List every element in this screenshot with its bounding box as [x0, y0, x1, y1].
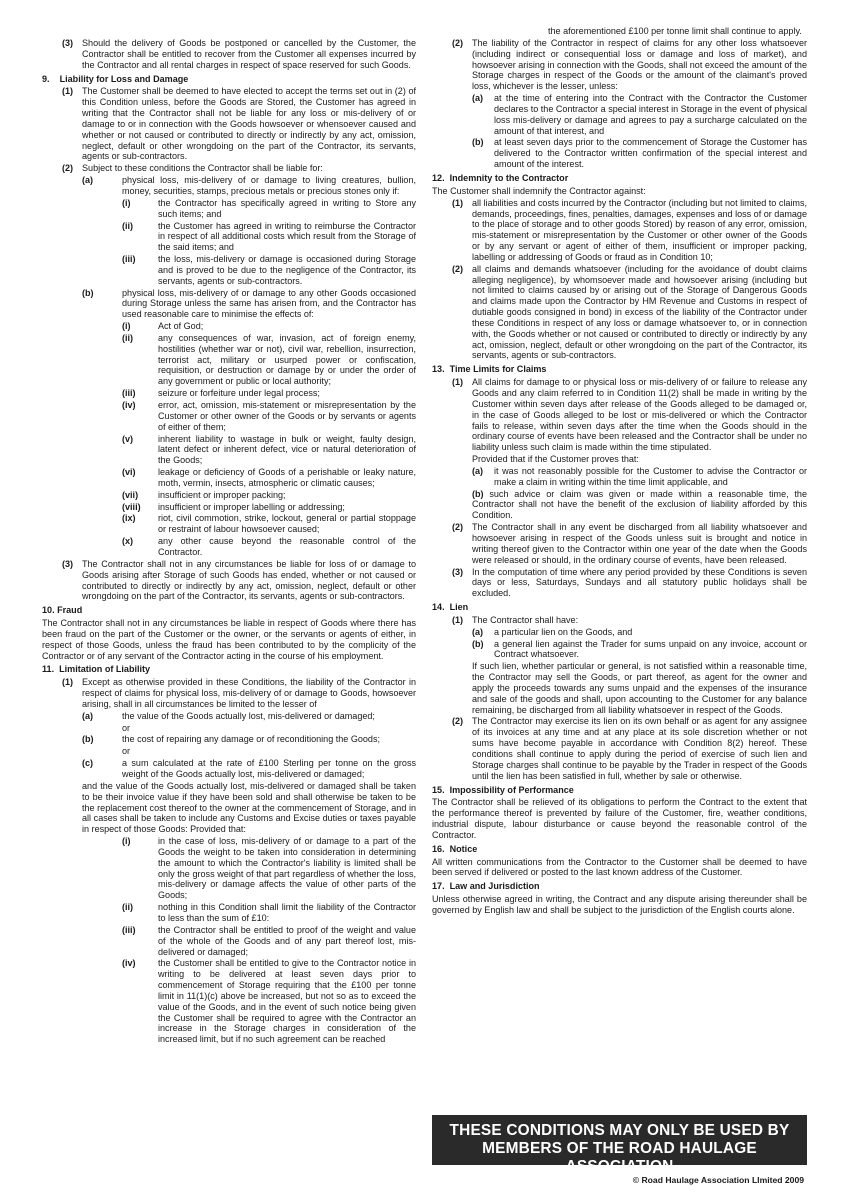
list-item — [122, 400, 416, 433]
clause-label: (b) — [82, 734, 94, 745]
clause-text: all claims and demands whatsoever (including for the avoidance of doubt claims alleging negligence), by whomsoever made and howsoever arising (including but not limited to claims caused by or arising out of the Storage of Dangerous Goods and claims made upon the Contractor by HM Revenue and Customs in respect of dutiable goods consigned in bond) in excess of the liability of the Contractor under these Conditions in respect of any loss or damage whatsoever to, or in connection with, the Goods whether or not caused or contributed to directly or indirectly by any act, omission, neglect, default or other wrongdoing on the part of the Contractor, its servants, agents or sub-contractors. — [472, 263, 807, 361]
clause-text: any consequences of war, invasion, act of foreign enemy, hostilities (whether war or not), civil war, rebellion, insurrection, terrorist act, military or usurped power or confiscation, requisition, or destruction or damage by or under the order of any government or public or local authority; — [158, 332, 416, 387]
clause-label: (i) — [122, 197, 131, 208]
proviso-item — [122, 836, 416, 901]
clause-text: it was not reasonably possible for the Customer to advise the Contractor or make a claim in writing within the time limit applicable, and — [494, 465, 807, 487]
clause-9-2-a-iii — [122, 254, 416, 287]
clause-9-2-a-i — [122, 198, 416, 220]
clause-text: at least seven days prior to the commencement of Storage the Customer has delivered to the Contractor written confirmation of the special interest and amount of the interest. — [494, 137, 807, 170]
clause-text: inherent liability to wastage in bulk or weight, faulty design, latent defect or inherent defect, vice or natural deterioration of the Goods; — [158, 433, 416, 466]
clause-label: (a) — [472, 626, 484, 637]
clause-9-2-b — [82, 288, 416, 321]
clause-label: (b) — [472, 137, 484, 148]
clause-14-1-a — [472, 627, 807, 638]
heading-12: 12. Indemnity to the Contractor — [432, 172, 569, 183]
clause-label: (iii) — [122, 924, 136, 935]
clause-11-1-c — [82, 758, 416, 780]
clause-text: The Contractor shall not in any circumstances be liable for loss of or damage to Goods arising after Storage of such Goods has ended, whether or not caused or contributed to directly or indirectly by any act, omission, neglect, default or other wrongdoing on the part of the Contractor, its servants, agents or sub-contractors. — [82, 558, 416, 602]
notice-line-2: MEMBERS OF THE ROAD HAULAGE ASSOCIATION — [482, 1140, 757, 1175]
clause-label: (1) — [452, 197, 464, 208]
clause-label: (2) — [452, 263, 464, 274]
clause-text: such advice or claim was given or made within a reasonable time, the Contractor shall not have the benefit of the exclusion of liability afforded by this Condition. — [472, 488, 808, 521]
clause-11-1-b — [82, 734, 416, 745]
clause-label: (viii) — [122, 501, 141, 512]
list-item — [122, 434, 416, 467]
clause-11-continuation: the aforementioned £100 per tonne limit shall continue to apply. — [548, 26, 802, 36]
clause-label: (x) — [122, 536, 134, 547]
clause-label: (ii) — [122, 332, 134, 343]
clause-14-1 — [432, 615, 807, 626]
clause-text: Act of God; — [158, 321, 204, 332]
heading-9: 9. Liability for Loss and Damage — [42, 73, 189, 84]
paragraph-17: Unless otherwise agreed in writing, the Contract and any dispute arising thereunder shall be governed by English law and shall be subject to the jurisdiction of the English courts alone. — [432, 894, 807, 915]
clause-text: Subject to these conditions the Contractor shall be liable for: — [82, 163, 323, 174]
heading-10: 10. Fraud — [42, 605, 83, 616]
clause-label: (b) — [472, 488, 484, 499]
clause-9-2-a — [82, 175, 416, 197]
clause-label: (a) — [472, 93, 484, 104]
clause-label: (1) — [452, 614, 464, 625]
clause-label: (v) — [122, 433, 134, 444]
clause-text: the Contractor has specifically agreed in writing to Store any such items; and — [158, 197, 416, 219]
clause-14-1-continuation: If such lien, whether particular or general, is not satisfied within a reasonable time, the Contractor may sell the Goods, or part thereof, as agent for the owner and apply the proceeds towards any sums unpaid and the expenses of the insurance and sale of the goods and shall, upon accounting to the Customer for any balance remaining, be discharged from all liability whatsoever in respect of the Goods. — [472, 661, 807, 715]
clause-label: (2) — [62, 163, 74, 174]
clause-label: (c) — [82, 758, 94, 769]
clause-label: (a) — [82, 710, 94, 721]
or-text: or — [122, 746, 131, 757]
clause-label: (iii) — [122, 388, 136, 399]
left-column — [42, 38, 416, 1046]
list-item — [122, 321, 416, 332]
list-item — [122, 490, 416, 501]
clause-label: (ii) — [122, 220, 134, 231]
clause-label: (b) — [472, 638, 484, 649]
clause-11-2-b — [472, 137, 807, 170]
clause-13-1-a — [472, 466, 807, 488]
clause-14-1-b — [472, 639, 807, 661]
clause-label: (a) — [472, 465, 484, 476]
right-column — [432, 26, 807, 917]
heading-15: 15. Impossibility of Performance — [432, 784, 574, 795]
clause-text: any other cause beyond the reasonable control of the Contractor. — [158, 536, 416, 557]
clause-text: seizure or forfeiture under legal process; — [158, 388, 320, 399]
clause-text: a general lien against the Trader for sums unpaid on any invoice, account or Contract whatsoever. — [494, 638, 807, 660]
clause-text: The Customer shall be deemed to have elected to accept the terms set out in (2) of this Condition unless, before the Goods are Stored, the Customer has agreed in writing that the Contractor shall not be liable for any loss or mis-delivery of or damage to or in connection with the Goods howsoever or whensoever caused and whether or not caused or contributed to directly or indirectly by any act, omission, neglect, default or other wrongdoing on the part of the Contractor, its servants, agents or sub-contractors. — [82, 86, 416, 162]
copyright-notice: © Road Haulage Association LImited 2009 — [632, 1175, 804, 1185]
clause-text: the loss, mis-delivery or damage is occasioned during Storage and is proved to be due to the negligence of the Contractor, its servants, agents or sub-contractors. — [158, 254, 416, 286]
clause-text: All claims for damage to or physical loss or mis-delivery of or failure to release any Goods and any claim referred to in Condition 11(2) shall be made in writing by the Customer within seven days after release of the Goods alleged to be damaged or, in the case of Goods alleged to be lost or mis-delivered or which the Contractor fails to release, within seven days after the time when the Goods should in the ordinary course of events have been released and the Contractor shall be under no liability unless such claim is made within the time stipulated. — [472, 377, 807, 453]
clause-label: (i) — [122, 836, 131, 847]
clause-label: (iii) — [122, 254, 136, 265]
clause-13-1 — [432, 377, 807, 453]
clause-text: a particular lien on the Goods, and — [494, 626, 633, 637]
proviso-item — [122, 902, 416, 924]
list-item — [122, 388, 416, 399]
clause-label: (3) — [62, 558, 74, 569]
clause-text: insufficient or improper packing; — [158, 489, 286, 500]
clause-label: (iv) — [122, 400, 136, 410]
members-notice-box — [432, 1115, 807, 1175]
clause-text: physical loss, mis-delivery of or damage to living creatures, bullion, money, securities, stamps, precious metals or precious stones only if: — [122, 175, 416, 196]
paragraph-12: The Customer shall indemnify the Contractor against: — [432, 185, 646, 196]
clause-text: all liabilities and costs incurred by the Contractor (including but not limited to claims, demands, proceedings, fines, penalties, damages, expenses and loss of or damage to the place of storage and to other goods Stored) by reason of any error, omission, mis-statement or misrepresentation by the Customer or other owner of the Goods or by any servant or agent of either of them, insufficient or improper packing, labelling or addressing of Goods or fraud as in Condition 10; — [472, 197, 807, 262]
list-item — [122, 467, 416, 489]
clause-11-1-continuation: and the value of the Goods actually lost, mis-delivered or damaged shall be taken to be their invoice value if they have been sold and shall otherwise be taken to be the replacement cost thereof to the owner at the commencement of Storage, and in all cases shall be taken to include any Customs and Excise duties or taxes payable in respect of those Goods: Provided that: — [82, 780, 416, 835]
paragraph-15: The Contractor shall be relieved of its obligations to perform the Contract to the extent that the performance thereof is prevented by failure of the Customer, fire, weather conditions, industrial dispute, labour disturbance or cause beyond the reasonable control of the Contractor. — [432, 797, 807, 840]
clause-13-3 — [432, 567, 807, 600]
clause-label: (iv) — [122, 958, 136, 969]
clause-text: in the case of loss, mis-delivery of or damage to a part of the Goods the weight to be taken into consideration in determining the amount to which the Contractor's liability is limited shall be only the gross weight of that part regardless of whether the loss, mis-delivery or damage affects the value of other parts of the Goods; — [158, 836, 416, 901]
clause-label: (2) — [452, 37, 464, 48]
clause-text: leakage or deficiency of Goods of a perishable or leaky nature, moth, vermin, insects, atmospheric or climatic causes; — [158, 467, 416, 488]
list-item — [122, 513, 416, 535]
paragraph-10: The Contractor shall not in any circumstances be liable in respect of Goods where there has been fraud on the part of the Customer or the owner, or the servants or agents of either, in respect of those Goods, unless the fraud has been contributed to by the complicity of the Contractor or of any servant of the Contractor acting in the course of his employment. — [42, 618, 416, 661]
proviso-item — [122, 925, 416, 958]
clause-14-2 — [432, 716, 807, 781]
clause-text: Should the delivery of Goods be postponed or cancelled by the Customer, the Contractor shall be entitled to recover from the Customer all expenses incurred by the Contractor and all rental charges in respect of space reserved for such Goods. — [82, 38, 416, 70]
clause-9-2 — [42, 163, 416, 174]
clause-label: (b) — [82, 287, 94, 298]
proviso-text: Provided that if the Customer proves that: — [472, 454, 639, 465]
clause-label: (vii) — [122, 489, 139, 500]
clause-text: Except as otherwise provided in these Conditions, the liability of the Contractor in respect of claims for physical loss, mis-delivery of or damage to Goods, howsoever arising, shall in all circumstances be limited to the lesser of — [82, 677, 416, 709]
clause-13-2 — [432, 522, 807, 565]
clause-text: In the computation of time where any period provided by these Conditions is seven days or less, Saturdays, Sundays and all statutory public holidays shall be excluded. — [472, 566, 807, 599]
clause-label: (vi) — [122, 467, 136, 478]
clause-text: the Customer shall be entitled to give to the Contractor notice in writing to be delivered at least seven days prior to commencement of Storage requiring that the £100 per tonne limit in 11(1)(c) above be increased, but not so as to exceed the value of the Goods, and in the event of such notice being given the Customer shall be required to agree with the Contractor an increase in the Storage charges in consideration of the increased limit, but if no such agreement can be reached — [158, 958, 416, 1045]
or-text: or — [122, 722, 131, 733]
clause-label: (a) — [82, 175, 94, 186]
clause-text: the Customer has agreed in writing to reimburse the Contractor in respect of all additional costs which result from the Storage of the said items; and — [158, 220, 416, 253]
clause-9-1 — [42, 86, 416, 162]
proviso-item — [122, 958, 416, 1045]
list-item — [122, 536, 416, 558]
heading-11: 11. Limitation of Liability — [42, 664, 151, 675]
clause-text: riot, civil commotion, strike, lockout, general or partial stoppage or restraint of labour howsoever caused; — [158, 513, 416, 535]
heading-13: 13. Time Limits for Claims — [432, 364, 547, 375]
clause-12-1 — [432, 198, 807, 263]
clause-text: the Contractor shall be entitled to proof of the weight and value of the whole of the Goods and of any part thereof lost, mis-delivered or damaged; — [158, 924, 416, 957]
clause-11-2 — [432, 38, 807, 92]
clause-9-2-a-ii — [122, 221, 416, 254]
list-item — [122, 502, 416, 513]
clause-text: a sum calculated at the rate of £100 Sterling per tonne on the gross weight of the Goods actually lost, mis-delivered or damaged; — [122, 758, 416, 779]
clause-text: The Contractor shall have: — [472, 614, 579, 625]
clause-9-3 — [42, 559, 416, 602]
clause-text: insufficient or improper labelling or addressing; — [158, 501, 345, 512]
clause-13-1-b — [472, 489, 807, 522]
clause-label: (1) — [452, 377, 464, 388]
clause-12-2 — [432, 264, 807, 362]
clause-text: The liability of the Contractor in respect of claims for any other loss whatsoever (including indirect or consequential loss or damage and loss of market), and howsoever arising in connection with the Goods, shall not exceed the amount of the Storage charges in respect of the Goods or the amount of the claimant's proved loss, whichever is the lesser, unless: — [472, 37, 807, 92]
clause-label: (ii) — [122, 902, 134, 913]
notice-line-1: THESE CONDITIONS MAY ONLY BE USED BY — [449, 1122, 790, 1139]
paragraph-16: All written communications from the Contractor to the Customer shall be deemed to have been served if delivered or posted to the last known address of the Customer. — [432, 856, 807, 878]
clause-label: (1) — [62, 86, 74, 97]
clause-label: (3) — [62, 38, 74, 48]
list-item — [122, 333, 416, 387]
clause-label: (1) — [62, 677, 74, 688]
clause-text: The Contractor may exercise its lien on its own behalf or as agent for any assignee of its invoices at any time and at any place at its sole discretion whether or not sums have become payable in accordance with Condition 8(2) hereof. These conditions shall continue to apply during the period of exercise of such lien and Storage charges shall continue to be payable by the Trader in respect of the Goods until the lien has been satisfied in full, whether by sale or otherwise. — [472, 716, 807, 781]
clause-text: physical loss, mis-delivery of or damage to any other Goods occasioned during Storage unless the same has arisen from, and the Contractor has used reasonable care to minimise the effects of: — [122, 287, 416, 320]
heading-17: 17. Law and Jurisdiction — [432, 881, 540, 892]
clause-label: (3) — [452, 566, 464, 577]
clause-label: (ix) — [122, 513, 136, 524]
clause-text: The Contractor shall in any event be discharged from all liability whatsoever and howsoever arising in respect of the Goods unless suit is brought and notice in writing thereof given to the Contractor within one year of the date when the Goods were released or should, in the ordinary course of events, have been released. — [472, 522, 807, 565]
clause-label: (i) — [122, 321, 131, 332]
heading-14: 14. Lien — [432, 602, 469, 613]
clause-11-2-a — [472, 93, 807, 136]
clause-text: nothing in this Condition shall limit the liability of the Contractor to less than the sum of £10: — [158, 902, 416, 923]
clause-label: (2) — [452, 522, 464, 533]
clause-8-3 — [42, 38, 416, 71]
clause-text: the value of the Goods actually lost, mis-delivered or damaged; — [122, 710, 375, 721]
clause-text: error, act, omission, mis-statement or misrepresentation by the Customer or other owner of the Goods or by servants or agents of either of them; — [158, 400, 416, 432]
clause-11-1 — [42, 677, 416, 710]
clause-text: the cost of repairing any damage or of reconditioning the Goods; — [122, 734, 380, 745]
clause-text: at the time of entering into the Contract with the Contractor the Customer declares to the Contractor a special interest in Storage in the event of physical loss mis-delivery or damage and agrees to pay a surcharge calculated on the amount of that interest, and — [494, 93, 807, 136]
clause-11-1-a — [82, 711, 416, 722]
heading-16: 16. Notice — [432, 843, 478, 854]
clause-label: (2) — [452, 716, 464, 727]
